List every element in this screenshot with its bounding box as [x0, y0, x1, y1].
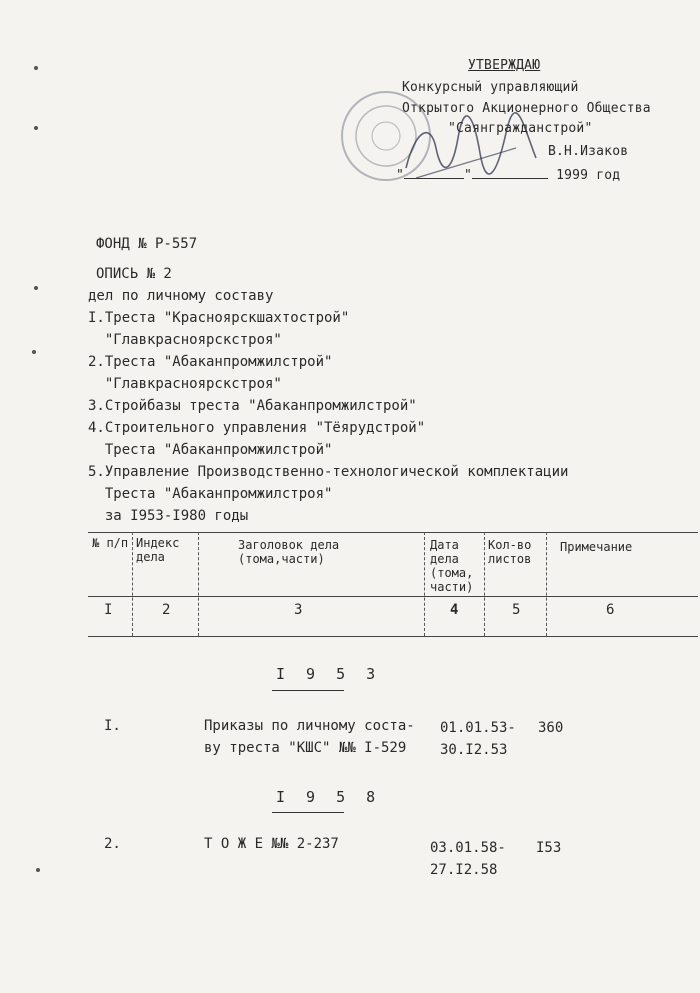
column-divider	[484, 532, 485, 636]
entry-title: ву треста "КШС" №№ I-529	[204, 740, 407, 756]
approval-position: Конкурсный управляющий	[402, 80, 579, 95]
organization-line: Треста "Абаканпромжилстроя"	[88, 486, 333, 502]
column-divider	[424, 532, 425, 636]
approval-date-line	[396, 166, 620, 183]
punch-hole	[36, 868, 40, 872]
punch-hole	[34, 66, 38, 70]
punch-hole	[34, 126, 38, 130]
organization-line: "Главкрасноярскстроя"	[88, 376, 282, 392]
table-top-border	[88, 532, 698, 533]
organization-line: 5.Управление Производственно-технологической комплектации	[88, 464, 569, 480]
year-underline	[272, 690, 344, 691]
column-divider	[132, 532, 133, 636]
entry-date-end: 27.I2.58	[430, 862, 498, 878]
date-month-blank	[472, 166, 548, 179]
date-quote-mid: "	[464, 168, 473, 183]
year-heading: I 9 5 8	[276, 788, 382, 806]
column-divider	[198, 532, 199, 636]
header-date: Дата дела (тома, части)	[430, 538, 474, 594]
year-heading: I 9 5 3	[276, 665, 382, 683]
header-number: № п/п	[92, 536, 129, 550]
column-number: 5	[512, 602, 521, 618]
column-number: 4	[450, 602, 459, 618]
column-number: 2	[162, 602, 171, 618]
column-divider	[546, 532, 547, 636]
entry-date-start: 01.01.53-	[440, 720, 516, 736]
entry-date-end: 30.I2.53	[440, 742, 508, 758]
approval-year: 1999 год	[556, 168, 621, 183]
punch-hole	[32, 350, 36, 354]
organization-line: "Главкрасноярскстроя"	[88, 332, 282, 348]
entry-sheet-count: I53	[536, 840, 562, 856]
approval-title: УТВЕРЖДАЮ	[468, 58, 541, 73]
header-sheets: Кол-во листов	[488, 538, 532, 566]
organization-line: I.Треста "Красноярскшахтострой"	[88, 310, 350, 326]
entry-title: Приказы по личному соста-	[204, 718, 415, 734]
entry-date-start: 03.01.58-	[430, 840, 506, 856]
inventory-table	[88, 532, 698, 636]
organization-line: 3.Стройбазы треста "Абаканпромжилстрой"	[88, 398, 417, 414]
date-range-line: за I953-I980 годы	[88, 508, 249, 524]
date-quote-open: "	[396, 168, 405, 183]
approval-company-line: Открытого Акционерного Общества	[402, 101, 651, 116]
entry-number: I.	[104, 718, 121, 734]
organization-line: 4.Строительного управления "Тёярудстрой"	[88, 420, 426, 436]
organization-line: 2.Треста "Абаканпромжилстрой"	[88, 354, 333, 370]
table-bottom-border	[88, 636, 698, 637]
approval-company-name: "Саянгражданстрой"	[448, 121, 593, 136]
punch-hole	[34, 286, 38, 290]
approval-signer-name: В.Н.Изаков	[548, 144, 629, 159]
fond-number: ФОНД № Р-557	[96, 236, 198, 252]
date-day-blank	[404, 166, 464, 179]
entry-title: Т О Ж Е №№ 2-237	[204, 836, 339, 852]
inventory-number: ОПИСЬ № 2	[96, 266, 172, 282]
entry-sheet-count: 360	[538, 720, 564, 736]
organization-line: Треста "Абаканпромжилстрой"	[88, 442, 333, 458]
column-number: 6	[606, 602, 615, 618]
header-note: Примечание	[560, 540, 633, 554]
column-number: I	[104, 602, 113, 618]
table-header-separator	[88, 596, 698, 597]
inventory-description: дел по личному составу	[88, 288, 274, 304]
column-number: 3	[294, 602, 303, 618]
year-underline	[272, 812, 344, 813]
entry-number: 2.	[104, 836, 121, 852]
header-title: Заголовок дела (тома,части)	[238, 538, 340, 566]
header-index: Индекс дела	[136, 536, 180, 564]
